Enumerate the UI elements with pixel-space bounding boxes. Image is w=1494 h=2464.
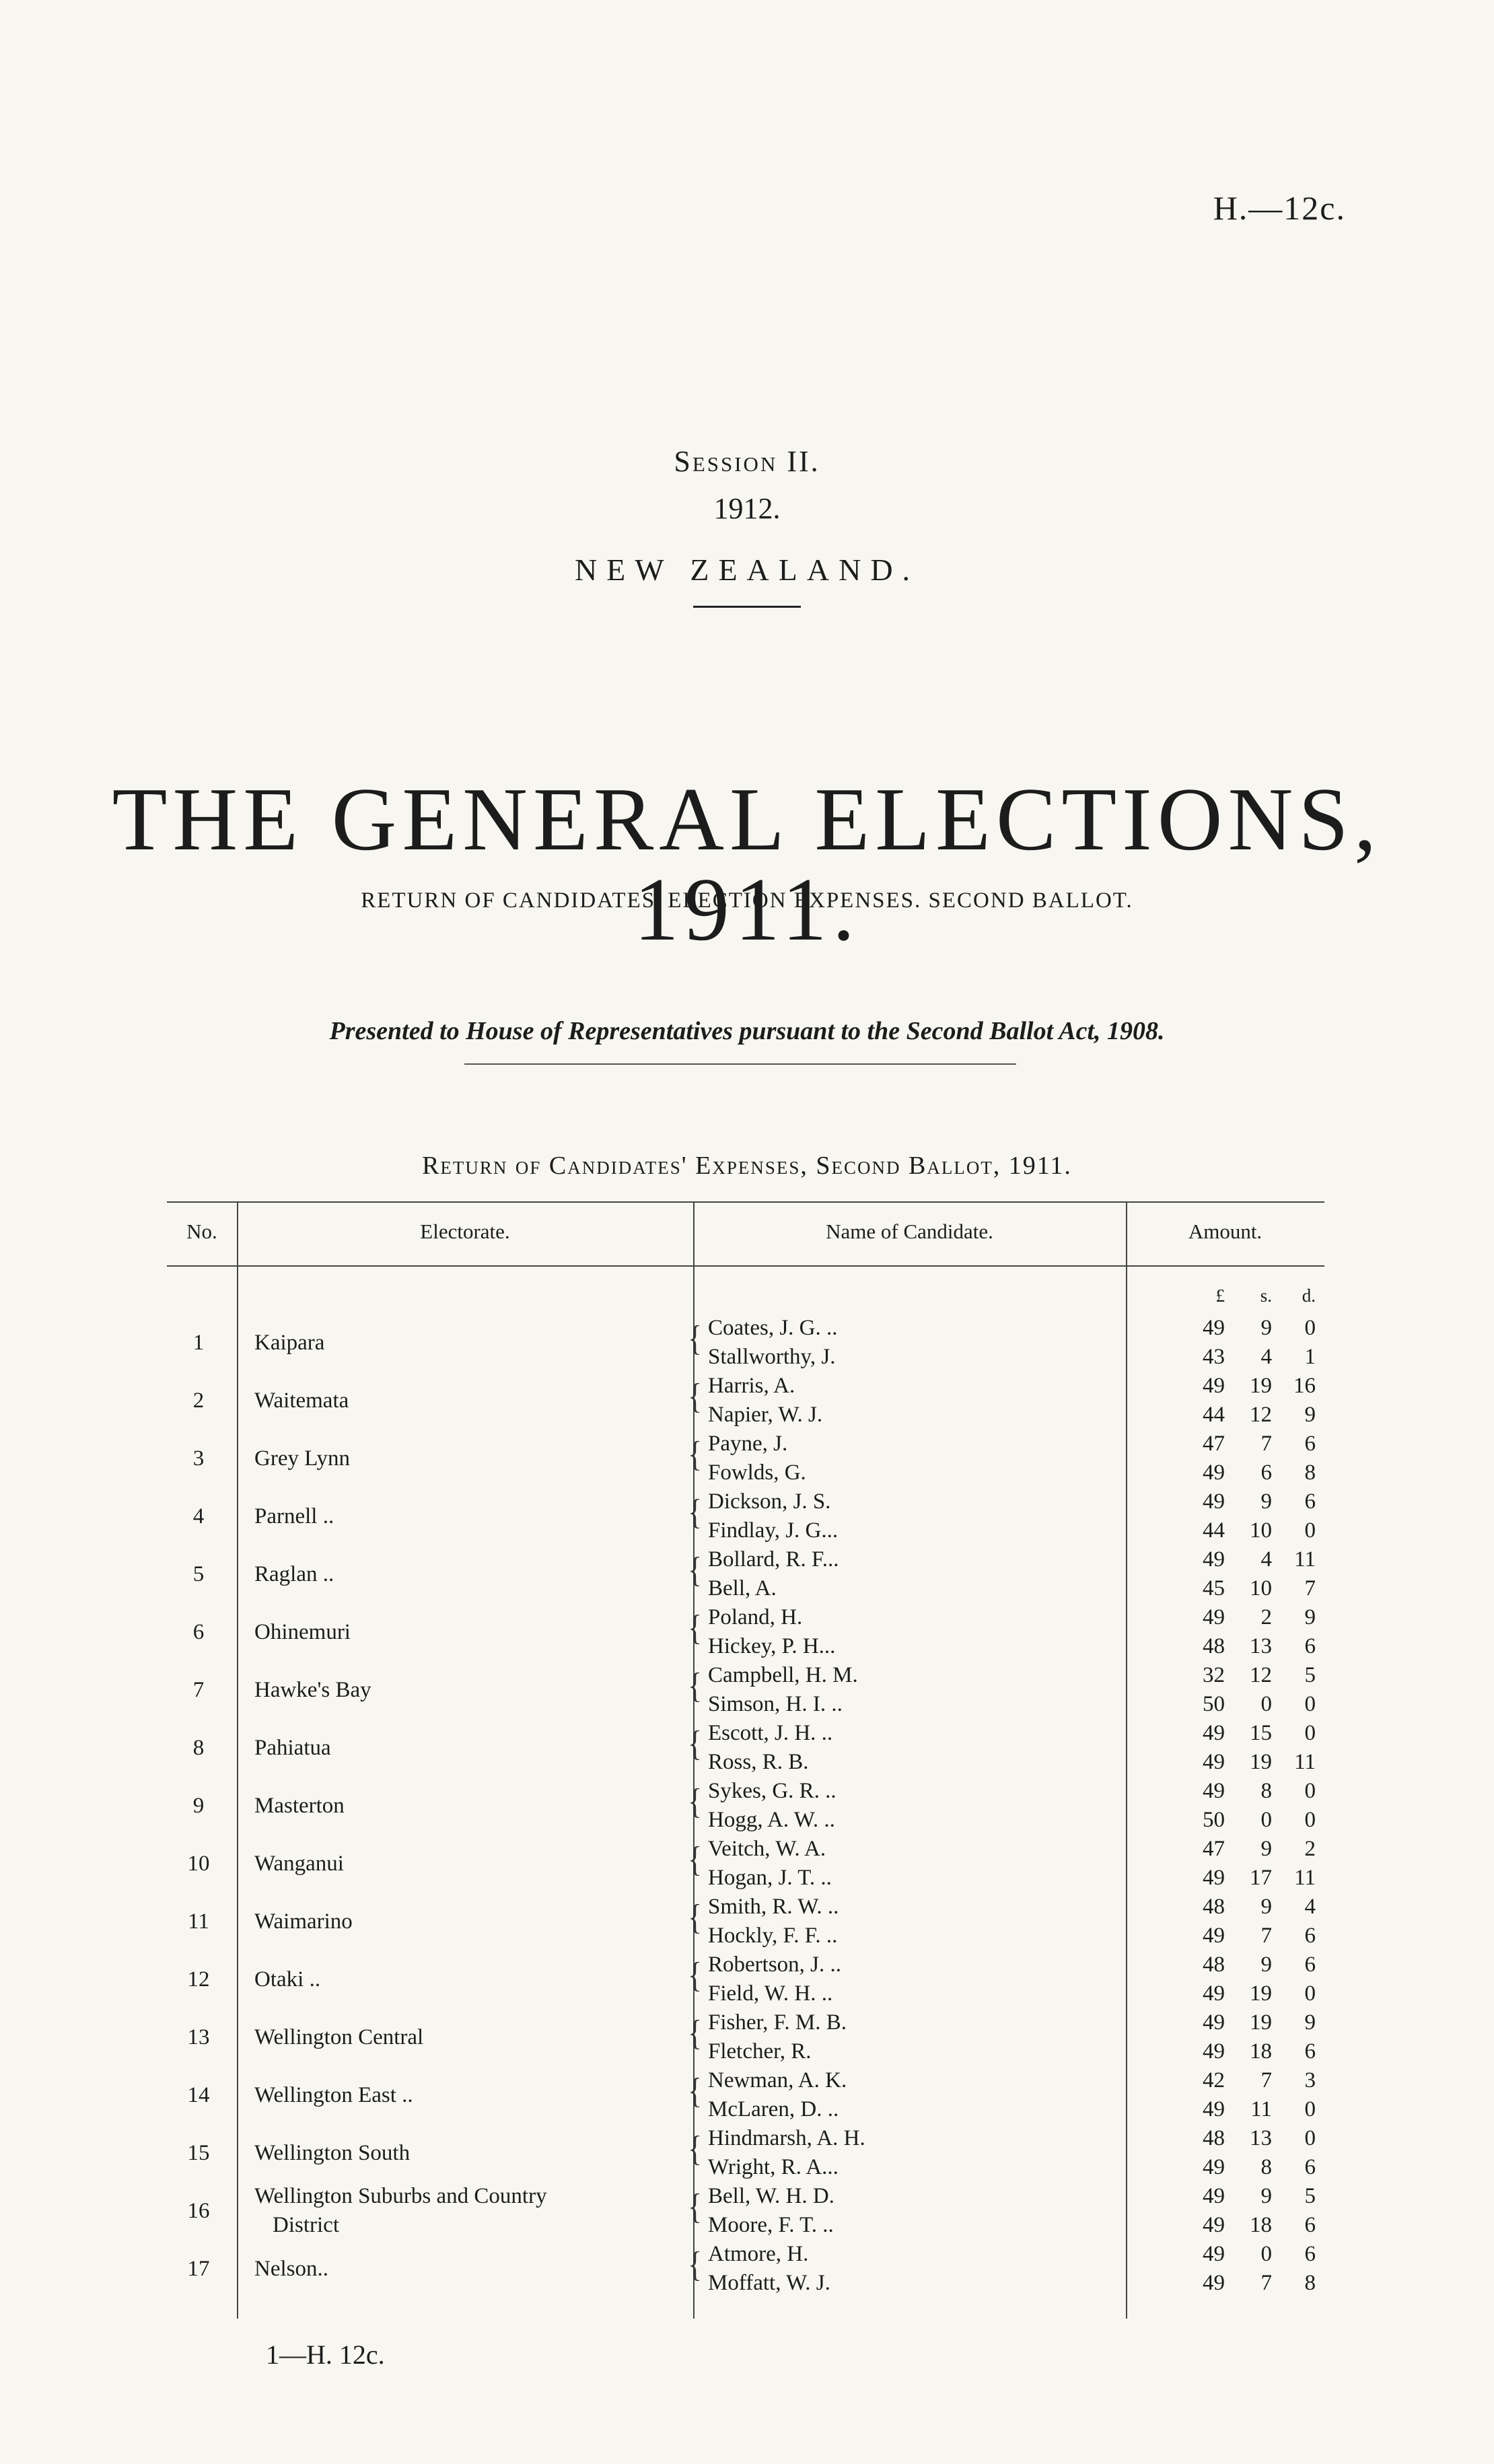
amount-pounds: 48 <box>1203 1895 1225 1919</box>
amount-pence: 9 <box>1304 1403 1316 1427</box>
brace-icon: { <box>688 2187 703 2226</box>
brace-icon: { <box>688 1318 703 1358</box>
amount-shillings: 10 <box>1250 1576 1272 1600</box>
electorate-name: Wellington East .. <box>254 2082 413 2107</box>
amount-shillings: 19 <box>1250 2010 1272 2035</box>
electorate-name: Wellington Suburbs and Country <box>254 2184 547 2208</box>
row-number: 16 <box>187 2198 210 2223</box>
brace-icon: { <box>688 1434 703 1474</box>
candidate-name: Moffatt, W. J. <box>708 2271 830 2295</box>
amount-pounds: 49 <box>1203 2271 1225 2295</box>
row-number: 9 <box>192 1793 205 1818</box>
electorate-name: Parnell .. <box>254 1504 334 1528</box>
electorate-name: Hawke's Bay <box>254 1677 371 1702</box>
session-label: Session II. <box>674 445 820 478</box>
amount-pounds: 48 <box>1203 1952 1225 1977</box>
row-number: 7 <box>192 1677 205 1702</box>
brace-icon: { <box>688 2245 703 2284</box>
amount-shillings: 19 <box>1250 1981 1272 2006</box>
candidate-name: Veitch, W. A. <box>708 1837 826 1861</box>
year-label: 1912. <box>713 492 781 525</box>
amount-pence: 5 <box>1304 1663 1316 1687</box>
row-number: 2 <box>192 1388 205 1413</box>
brace-icon: { <box>688 1897 703 1937</box>
amount-pounds: 49 <box>1203 2097 1225 2121</box>
header-electorate: Electorate. <box>420 1220 510 1243</box>
header-candidate: Name of Candidate. <box>826 1220 993 1243</box>
amount-pence: 11 <box>1294 1866 1316 1890</box>
candidate-name: Moore, F. T. .. <box>708 2213 834 2237</box>
amount-pence: 16 <box>1293 1374 1316 1398</box>
electorate-name: Kaipara <box>254 1330 325 1355</box>
amount-shillings: 11 <box>1250 2097 1272 2121</box>
header-amount: Amount. <box>1188 1220 1262 1243</box>
document-reference: H.—12c. <box>1213 189 1346 227</box>
electorate-name: Pahiatua <box>254 1735 331 1760</box>
amount-pounds: 45 <box>1203 1576 1225 1600</box>
electorate-name: Wellington South <box>254 2140 411 2165</box>
amount-shillings: 9 <box>1260 1895 1272 1919</box>
table-heading: Return of Candidates' Expenses, Second Ballot, 1911. <box>422 1152 1072 1180</box>
brace-icon: { <box>688 1724 703 1763</box>
amount-pence: 0 <box>1304 2097 1316 2121</box>
amount-pounds: 49 <box>1203 1605 1225 1629</box>
amount-shillings: 19 <box>1250 1374 1272 1398</box>
amount-pounds: 48 <box>1203 1634 1225 1658</box>
electorate-name: Otaki .. <box>254 1967 321 1992</box>
amount-shillings: 10 <box>1250 1518 1272 1543</box>
candidate-name: McLaren, D. .. <box>708 2097 839 2121</box>
candidate-name: Newman, A. K. <box>708 2068 847 2092</box>
candidate-name: Hindmarsh, A. H. <box>708 2126 865 2150</box>
table-top-rule <box>167 1201 1324 1203</box>
candidate-name: Escott, J. H. .. <box>708 1721 833 1745</box>
amount-shillings: 13 <box>1250 1634 1272 1658</box>
candidate-name: Sykes, G. R. .. <box>708 1779 837 1803</box>
amount-shillings: 4 <box>1260 1345 1272 1369</box>
electorate-name: Waitemata <box>254 1388 349 1413</box>
amount-shillings: 12 <box>1250 1403 1272 1427</box>
amount-pence: 4 <box>1304 1895 1316 1919</box>
amount-pence: 2 <box>1304 1837 1316 1861</box>
candidate-name: Coates, J. G. .. <box>708 1316 838 1340</box>
amount-shillings: 7 <box>1260 1924 1272 1948</box>
amount-pence: 6 <box>1304 1489 1316 1514</box>
candidate-name: Fletcher, R. <box>708 2039 812 2064</box>
column-divider <box>1126 1201 1127 2319</box>
amount-pence: 6 <box>1304 1634 1316 1658</box>
amount-pounds: 50 <box>1203 1808 1225 1832</box>
amount-shillings: 7 <box>1260 1432 1272 1456</box>
amount-pounds: 49 <box>1203 1750 1225 1774</box>
header-no: No. <box>186 1220 217 1243</box>
amount-pounds: 49 <box>1203 2213 1225 2237</box>
amount-shillings: 19 <box>1250 1750 1272 1774</box>
amount-shillings: 6 <box>1260 1460 1272 1485</box>
row-number: 5 <box>192 1561 205 1586</box>
amount-pounds: 47 <box>1203 1837 1225 1861</box>
presented-note: Presented to House of Representatives pursuant to the Second Ballot Act, 1908. <box>329 1017 1165 1045</box>
brace-icon: { <box>688 2129 703 2169</box>
brace-icon: { <box>688 1550 703 1590</box>
amount-shillings: 15 <box>1250 1721 1272 1745</box>
amount-pounds: 49 <box>1203 1981 1225 2006</box>
amount-pounds: 49 <box>1203 1374 1225 1398</box>
row-number: 15 <box>187 2140 210 2165</box>
amount-pounds: 47 <box>1203 1432 1225 1456</box>
amount-pence: 0 <box>1304 1808 1316 1832</box>
candidate-name: Poland, H. <box>708 1605 803 1629</box>
electorate-name: Ohinemuri <box>254 1619 351 1644</box>
amount-shillings: 18 <box>1250 2213 1272 2237</box>
row-number: 17 <box>187 2256 210 2281</box>
row-number: 10 <box>187 1851 210 1876</box>
row-number: 14 <box>187 2082 210 2107</box>
row-number: 13 <box>187 2025 210 2049</box>
amount-pence: 6 <box>1304 2213 1316 2237</box>
electorate-name: Nelson.. <box>254 2256 328 2281</box>
amount-pounds: 44 <box>1203 1518 1225 1543</box>
electorate-name: Masterton <box>254 1793 345 1818</box>
candidate-name: Hogg, A. W. .. <box>708 1808 835 1832</box>
row-number: 3 <box>192 1446 205 1471</box>
candidate-name: Harris, A. <box>708 1374 795 1398</box>
brace-icon: { <box>688 2071 703 2111</box>
amount-pounds: 49 <box>1203 1866 1225 1890</box>
candidate-name: Ross, R. B. <box>708 1750 809 1774</box>
brace-icon: { <box>688 2013 703 2053</box>
amount-pence: 0 <box>1304 1518 1316 1543</box>
brace-icon: { <box>688 1376 703 1416</box>
amount-pounds: 49 <box>1203 2242 1225 2266</box>
header-shillings: s. <box>1260 1286 1272 1306</box>
amount-pence: 9 <box>1304 2010 1316 2035</box>
row-number: 4 <box>192 1504 205 1528</box>
candidate-name: Stallworthy, J. <box>708 1345 836 1369</box>
amount-pounds: 49 <box>1203 1316 1225 1340</box>
amount-pounds: 50 <box>1203 1692 1225 1716</box>
amount-pence: 6 <box>1304 1952 1316 1977</box>
amount-pence: 7 <box>1304 1576 1316 1600</box>
amount-pounds: 43 <box>1203 1345 1225 1369</box>
amount-shillings: 9 <box>1260 1952 1272 1977</box>
amount-pence: 5 <box>1304 2184 1316 2208</box>
candidate-name: Simson, H. I. .. <box>708 1692 843 1716</box>
candidate-name: Smith, R. W. .. <box>708 1895 839 1919</box>
amount-pence: 6 <box>1304 1924 1316 1948</box>
electorate-name: Wellington Central <box>254 2025 424 2049</box>
candidate-name: Payne, J. <box>708 1432 788 1456</box>
amount-pounds: 49 <box>1203 2155 1225 2179</box>
amount-shillings: 12 <box>1250 1663 1272 1687</box>
candidate-name: Fisher, F. M. B. <box>708 2010 847 2035</box>
electorate-name: Raglan .. <box>254 1561 334 1586</box>
amount-shillings: 0 <box>1260 1808 1272 1832</box>
electorate-name: Grey Lynn <box>254 1446 351 1471</box>
amount-shillings: 7 <box>1260 2068 1272 2092</box>
amount-pounds: 49 <box>1203 2039 1225 2064</box>
brace-icon: { <box>688 1782 703 1821</box>
amount-pounds: 49 <box>1203 1460 1225 1485</box>
amount-pence: 8 <box>1304 2271 1316 2295</box>
brace-icon: { <box>688 1608 703 1648</box>
amount-pounds: 49 <box>1203 2184 1225 2208</box>
amount-pounds: 49 <box>1203 1489 1225 1514</box>
amount-pounds: 42 <box>1203 2068 1225 2092</box>
amount-pence: 0 <box>1304 1779 1316 1803</box>
amount-pence: 6 <box>1304 1432 1316 1456</box>
candidate-name: Bell, A. <box>708 1576 777 1600</box>
amount-shillings: 0 <box>1260 2242 1272 2266</box>
candidate-name: Bollard, R. F... <box>708 1547 839 1572</box>
amount-pence: 0 <box>1304 1316 1316 1340</box>
candidate-name: Field, W. H. .. <box>708 1981 833 2006</box>
electorate-name: Waimarino <box>254 1909 353 1934</box>
amount-shillings: 9 <box>1260 1489 1272 1514</box>
amount-shillings: 9 <box>1260 2184 1272 2208</box>
header-rule <box>693 606 801 608</box>
candidate-name: Atmore, H. <box>708 2242 809 2266</box>
amount-pence: 9 <box>1304 1605 1316 1629</box>
page-footer: 1—H. 12c. <box>266 2339 385 2370</box>
candidate-name: Wright, R. A... <box>708 2155 839 2179</box>
header-pounds: £ <box>1215 1286 1225 1306</box>
amount-pence: 0 <box>1304 1981 1316 2006</box>
amount-shillings: 18 <box>1250 2039 1272 2064</box>
amount-shillings: 7 <box>1260 2271 1272 2295</box>
brace-icon: { <box>688 1666 703 1705</box>
amount-pence: 1 <box>1304 1345 1316 1369</box>
presented-rule <box>464 1063 1016 1065</box>
candidate-name: Hogan, J. T. .. <box>708 1866 832 1890</box>
amount-shillings: 13 <box>1250 2126 1272 2150</box>
row-number: 12 <box>187 1967 210 1992</box>
amount-shillings: 4 <box>1260 1547 1272 1572</box>
amount-pounds: 49 <box>1203 2010 1225 2035</box>
candidate-name: Campbell, H. M. <box>708 1663 858 1687</box>
header-pence: d. <box>1302 1286 1316 1306</box>
electorate-name-continued: District <box>273 2213 339 2237</box>
amount-shillings: 0 <box>1260 1692 1272 1716</box>
page-title: THE GENERAL ELECTIONS, 1911. <box>112 769 1382 959</box>
amount-pounds: 49 <box>1203 1547 1225 1572</box>
amount-pence: 6 <box>1304 2155 1316 2179</box>
candidate-name: Findlay, J. G... <box>708 1518 839 1543</box>
amount-pence: 11 <box>1294 1750 1316 1774</box>
candidate-name: Hickey, P. H... <box>708 1634 836 1658</box>
amount-pounds: 44 <box>1203 1403 1225 1427</box>
brace-icon: { <box>688 1955 703 1995</box>
country-label: NEW ZEALAND. <box>574 553 920 587</box>
amount-pounds: 48 <box>1203 2126 1225 2150</box>
electorate-name: Wanganui <box>254 1851 344 1876</box>
candidate-name: Dickson, J. S. <box>708 1489 831 1514</box>
amount-pence: 3 <box>1304 2068 1316 2092</box>
row-number: 1 <box>192 1330 205 1355</box>
amount-pounds: 49 <box>1203 1721 1225 1745</box>
candidate-name: Bell, W. H. D. <box>708 2184 834 2208</box>
amount-pounds: 49 <box>1203 1924 1225 1948</box>
candidate-name: Robertson, J. .. <box>708 1952 841 1977</box>
amount-pence: 0 <box>1304 2126 1316 2150</box>
candidate-name: Napier, W. J. <box>708 1403 823 1427</box>
page-subtitle: RETURN OF CANDIDATES' ELECTION EXPENSES. SECOND BALLOT. <box>361 888 1133 913</box>
row-number: 8 <box>192 1735 205 1760</box>
candidate-name: Fowlds, G. <box>708 1460 806 1485</box>
column-divider <box>237 1201 238 2319</box>
amount-shillings: 8 <box>1260 2155 1272 2179</box>
amount-shillings: 2 <box>1260 1605 1272 1629</box>
row-number: 6 <box>192 1619 205 1644</box>
amount-pounds: 32 <box>1203 1663 1225 1687</box>
amount-pence: 0 <box>1304 1721 1316 1745</box>
row-number: 11 <box>188 1909 209 1934</box>
amount-pence: 0 <box>1304 1692 1316 1716</box>
candidate-name: Hockly, F. F. .. <box>708 1924 838 1948</box>
brace-icon: { <box>688 1839 703 1879</box>
table-header-rule <box>167 1265 1324 1267</box>
amount-pounds: 49 <box>1203 1779 1225 1803</box>
amount-pence: 11 <box>1294 1547 1316 1572</box>
amount-shillings: 17 <box>1250 1866 1272 1890</box>
brace-icon: { <box>688 1492 703 1532</box>
amount-shillings: 9 <box>1260 1837 1272 1861</box>
amount-shillings: 8 <box>1260 1779 1272 1803</box>
amount-shillings: 9 <box>1260 1316 1272 1340</box>
amount-pence: 6 <box>1304 2039 1316 2064</box>
amount-pence: 6 <box>1304 2242 1316 2266</box>
amount-pence: 8 <box>1304 1460 1316 1485</box>
